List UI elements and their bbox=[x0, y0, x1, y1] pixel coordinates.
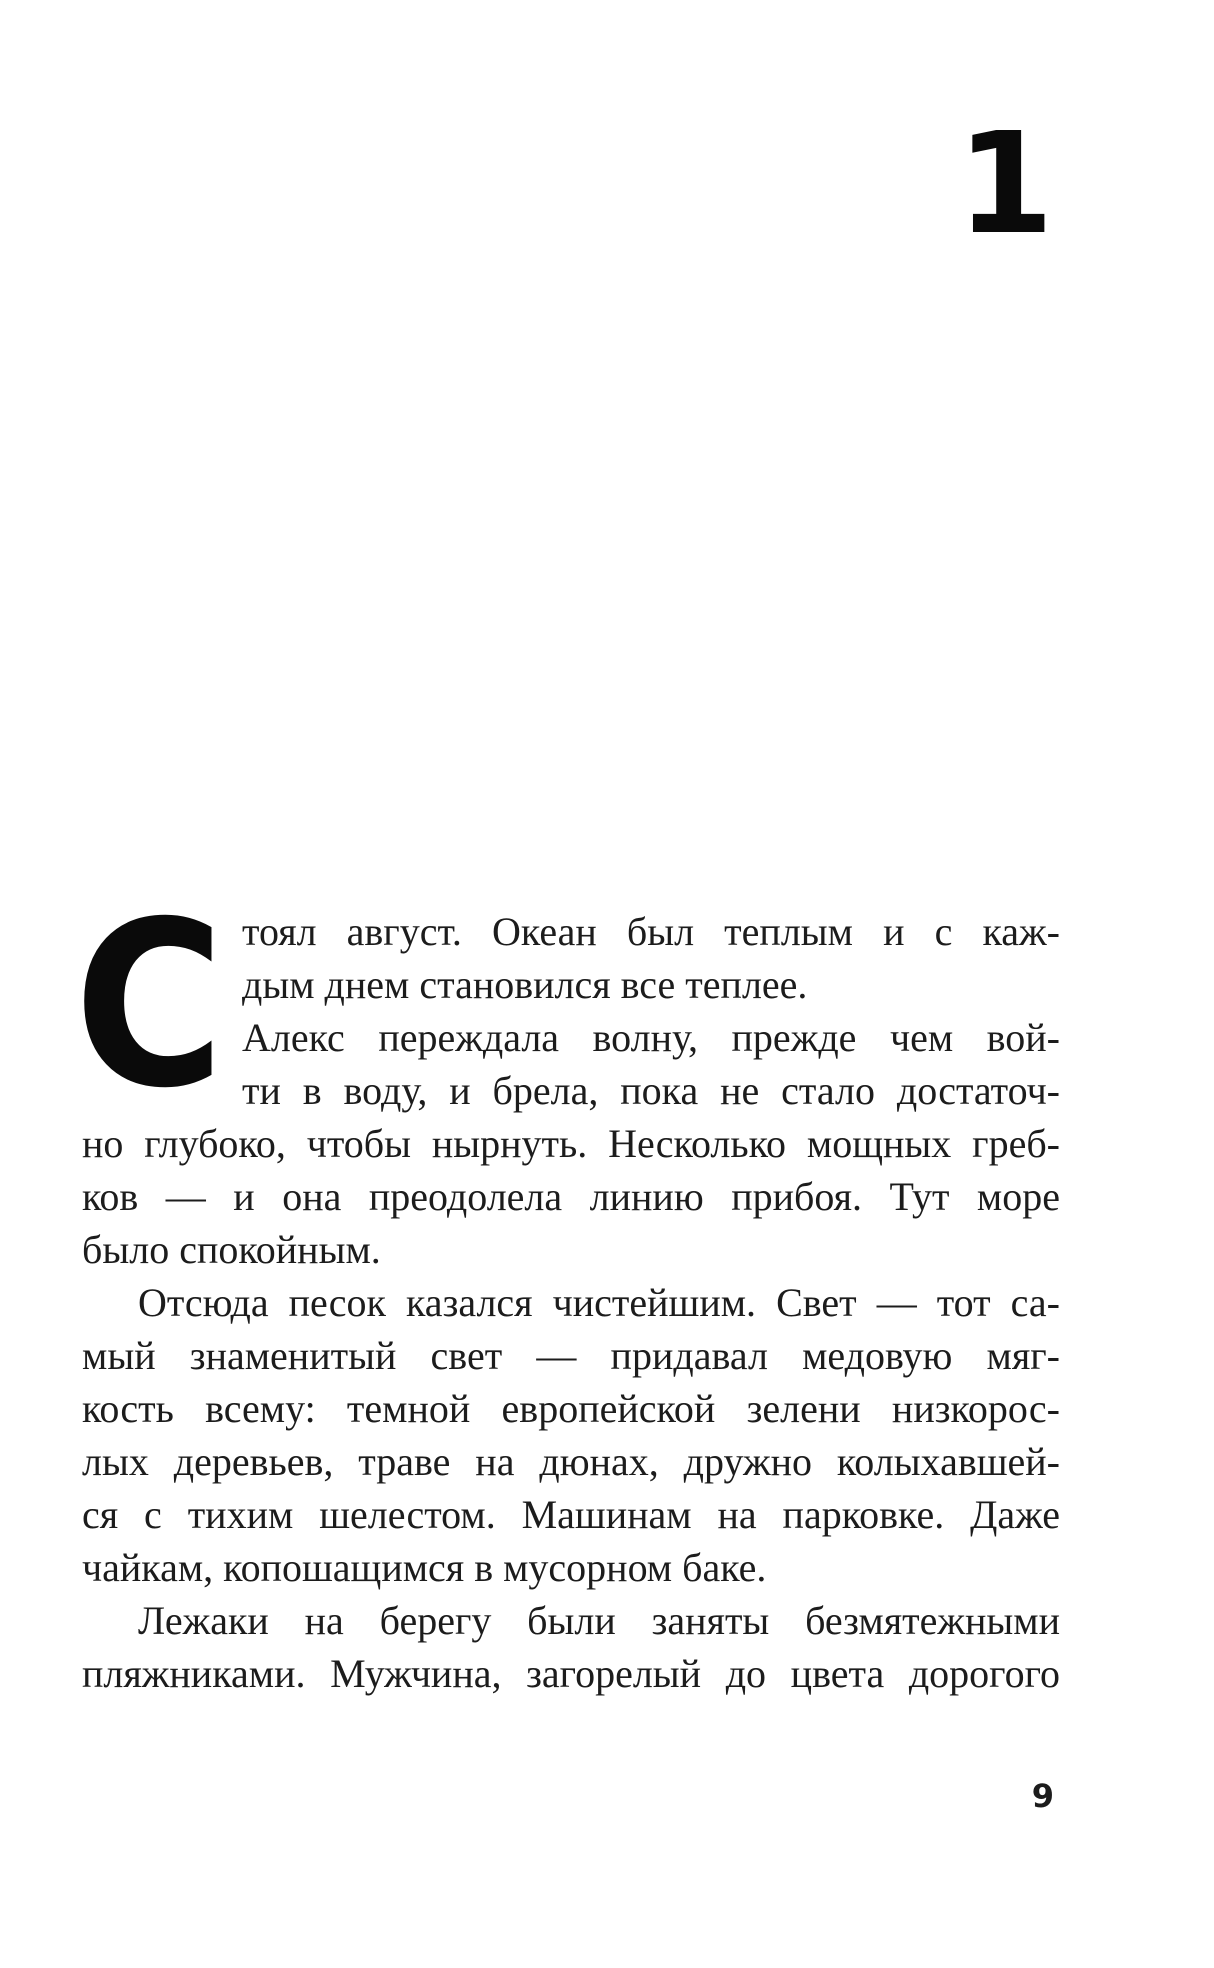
text-line: Лежаки на берегу были заняты безмятежными bbox=[138, 1598, 1060, 1643]
text-line: мый знаменитый свет — придавал медовую мяг- bbox=[82, 1333, 1060, 1378]
text-line: чайкам, копошащимся в мусорном баке. bbox=[82, 1545, 767, 1590]
text-line: ков — и она преодолела линию прибоя. Тут море bbox=[82, 1174, 1060, 1219]
text-line: тоял август. Океан был теплым и с каж- bbox=[242, 909, 1060, 954]
text-line: ти в воду, и брела, пока не стало достаточ- bbox=[242, 1068, 1060, 1113]
text-line: Алекс переждала волну, прежде чем вой- bbox=[242, 1015, 1060, 1060]
text-line: Отсюда песок казался чистейшим. Свет — тот са- bbox=[138, 1280, 1060, 1325]
chapter-text bbox=[74, 872, 1060, 1700]
text-line: было спокойным. bbox=[82, 1227, 381, 1272]
text-line: ся с тихим шелестом. Машинам на парковке. Даже bbox=[82, 1492, 1060, 1537]
chapter-number: 1 bbox=[956, 103, 1050, 266]
text-line: пляжниками. Мужчина, загорелый до цвета дорогого bbox=[82, 1651, 1060, 1696]
text-line: но глубоко, чтобы нырнуть. Несколько мощных греб- bbox=[82, 1121, 1060, 1166]
text-line: дым днем становился все теплее. bbox=[242, 962, 808, 1007]
page-number: 9 bbox=[1031, 1777, 1054, 1815]
drop-cap: С bbox=[74, 872, 225, 1138]
text-line: кость всему: темной европейской зелени низкорос- bbox=[82, 1386, 1060, 1431]
text-line: лых деревьев, траве на дюнах, дружно колыхавшей- bbox=[82, 1439, 1060, 1484]
